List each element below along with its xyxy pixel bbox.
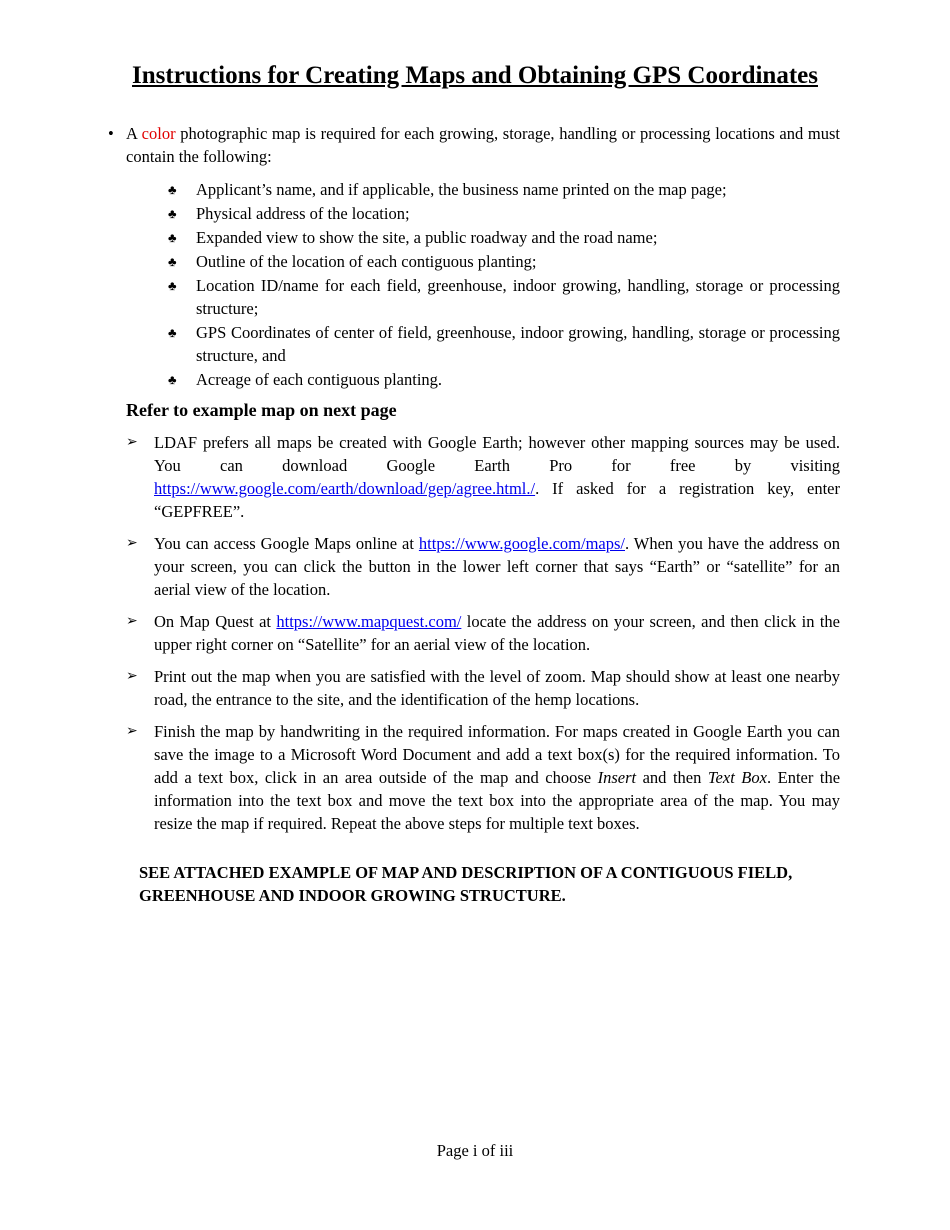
- intro-text: A color photographic map is required for each growing, storage, handling or processing locations and must contain the following:: [126, 124, 840, 166]
- club-bullet-icon: ♣: [168, 182, 177, 197]
- list-item: ♣ GPS Coordinates of center of field, greenhouse, indoor growing, handling, storage or processing structure, and: [168, 323, 840, 365]
- page-title: Instructions for Creating Maps and Obtaining GPS Coordinates: [132, 62, 818, 89]
- step-print: ➢ Print out the map when you are satisfied with the level of zoom. Map should show at least one nearby road, the entrance to the site, and the identification of the hemp locations.: [126, 667, 840, 709]
- text-box-term: Text Box: [707, 768, 767, 787]
- step-finish: ➢ Finish the map by handwriting in the required information. For maps created in Google Earth you can save the image to a Microsoft Word Document and add a text box(s) for the required information. To add a text box, click in an area outside of the map and choose Insert and then Text Box. Enter the information into the text box and move the text box into the appropriate area of the map. You may resize the map if required. Repeat the above steps for multiple text boxes.: [126, 722, 841, 833]
- step-google-maps: ➢ You can access Google Maps online at https://www.google.com/maps/. When you have the address on your screen, you can click the button in the lower left corner that says “Earth” or “satellite” for an aerial view of the location.: [126, 534, 841, 599]
- arrow-bullet-icon: ➢: [126, 535, 138, 551]
- see-attached-note: SEE ATTACHED EXAMPLE OF MAP AND DESCRIPTION OF A CONTIGUOUS FIELD, GREENHOUSE AND INDOOR GROWING STRUCTURE.: [139, 863, 793, 905]
- list-item: ♣ Applicant’s name, and if applicable, the business name printed on the map page;: [168, 180, 727, 199]
- arrow-bullet-icon: ➢: [126, 613, 138, 629]
- club-bullet-icon: ♣: [168, 278, 177, 293]
- club-bullet-icon: ♣: [168, 230, 177, 245]
- club-bullet-icon: ♣: [168, 206, 177, 221]
- list-item: ♣ Outline of the location of each contiguous planting;: [168, 252, 537, 271]
- club-bullet-icon: ♣: [168, 254, 177, 269]
- arrow-bullet-icon: ➢: [126, 668, 138, 684]
- refer-heading: Refer to example map on next page: [126, 400, 397, 420]
- step-mapquest: ➢ On Map Quest at https://www.mapquest.com/ locate the address on your screen, and then click in the upper right corner on “Satellite” for an aerial view of the location.: [126, 612, 840, 654]
- arrow-bullet-icon: ➢: [126, 434, 138, 450]
- list-item: ♣ Physical address of the location;: [168, 204, 410, 223]
- list-item: ♣ Location ID/name for each field, greenhouse, indoor growing, handling, storage or processing structure;: [168, 276, 840, 318]
- step-google-earth: ➢ LDAF prefers all maps be created with Google Earth; however other mapping sources may be used. You can download Google Earth Pro for free by visiting https://www.google.com/earth/download/gep/agree.html./. If asked for a registration key, enter “GEPFREE”.: [126, 433, 840, 521]
- page-footer: Page i of iii: [436, 1141, 514, 1160]
- intro-bullet: [108, 122, 840, 168]
- list-item: ♣ Acreage of each contiguous planting.: [168, 370, 443, 389]
- arrow-bullet-icon: ➢: [126, 723, 138, 739]
- list-item: ♣ Expanded view to show the site, a public roadway and the road name;: [168, 228, 658, 247]
- mapquest-link[interactable]: https://www.mapquest.com/: [276, 612, 462, 631]
- color-word: color: [141, 124, 176, 143]
- club-bullet-icon: ♣: [168, 325, 177, 340]
- google-maps-link[interactable]: https://www.google.com/maps/: [418, 534, 625, 553]
- google-earth-link[interactable]: https://www.google.com/earth/download/gep/agree.html./: [154, 479, 536, 498]
- insert-term: Insert: [597, 768, 637, 787]
- requirements-list: [168, 178, 840, 392]
- club-bullet-icon: ♣: [168, 372, 177, 387]
- steps-list: [126, 431, 840, 844]
- bullet-dot-icon: •: [108, 124, 114, 143]
